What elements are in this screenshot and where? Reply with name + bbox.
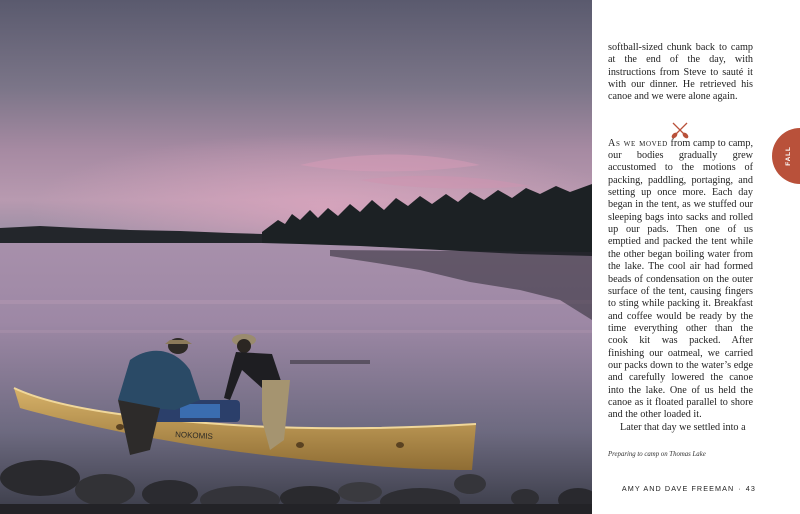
text-page — [592, 0, 800, 514]
canoe-brand-text: NOKOMIS — [174, 430, 214, 441]
photo-caption: Preparing to camp on Thomas Lake — [608, 451, 706, 458]
page-footer — [622, 484, 756, 493]
footer-separator: · — [738, 484, 742, 493]
paragraph-2-lead: As we moved — [608, 137, 668, 149]
paragraph-3: Later that day we settled into a — [620, 421, 746, 433]
page-number: 43 — [745, 484, 756, 493]
paragraph-1: softball-sized chunk back to camp at the end of the day, with instructions from Steve to sauté it with our dinner. He retrieved his canoe and we were alone again. — [608, 42, 753, 103]
body-text — [608, 42, 753, 434]
paragraph-2 — [608, 138, 753, 422]
footer-authors: AMY AND DAVE FREEMAN — [621, 484, 735, 493]
section-tab-label: FALL — [785, 146, 792, 166]
paragraph-2-rest: from camp to camp, our bodies gradually grew accustomed to the motions of packing, paddling, portaging, and setting up once more. Each day began in the tent, as we stuffed our sleeping bags into sacks and rolled up our pads. Then one of us emptied and packed the tent while the other began boiling water from the lake. The cool air had formed beads of condensation on the outer surface of the tent, causing fingers to sting while packing it. Breakfast and coffee would be ready by the time everything other than the cook kit was packed. After finishing our oatmeal, we carried our packs down to the water’s edge and carefully lowered the canoe into the lake. One of us held the canoe as it floated parallel to shore and the other loaded it. — [608, 137, 753, 421]
crossed-paddles-icon — [670, 120, 690, 140]
